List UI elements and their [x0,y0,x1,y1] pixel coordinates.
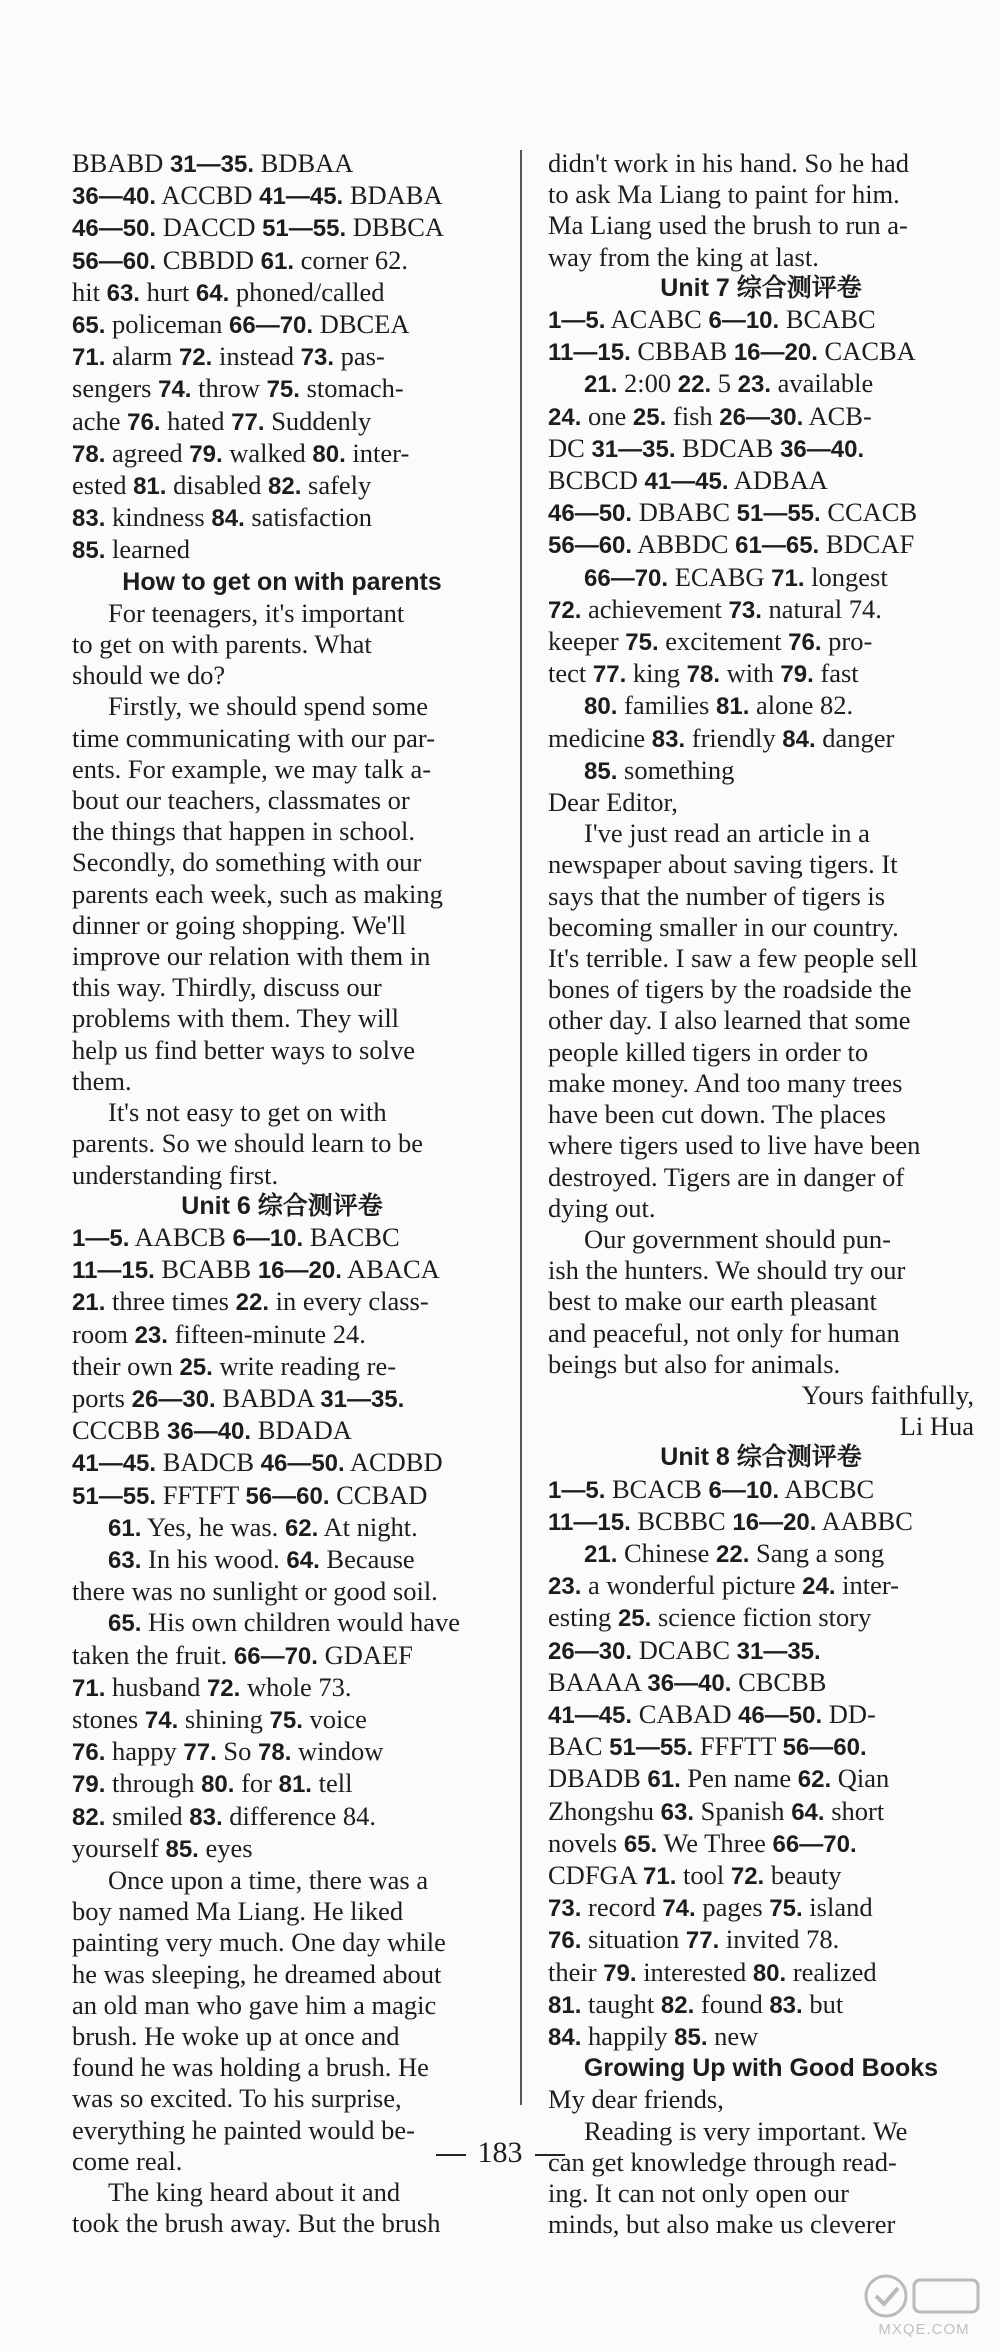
section-heading: Unit 6 综合测评卷 [181,1191,383,1220]
text-line: taken the fruit. 66—70. GDAEF [72,1639,413,1670]
text-line: 21. three times 22. in every class- [72,1286,429,1317]
text-line: hit 63. hurt 64. phoned/called [72,276,385,307]
text-line: Reading is very important. We [584,2115,908,2146]
text-line: found he was holding a brush. He [72,2052,429,2083]
text-line: 65. policeman 66—70. DBCEA [72,309,410,340]
text-line: 78. agreed 79. walked 80. inter- [72,437,410,468]
column-divider [520,150,522,2105]
text-line: DBADB 61. Pen name 62. Qian [548,1763,890,1794]
text-line: Ma Liang used the brush to run a- [548,210,908,241]
text-line: 61. Yes, he was. 62. At night. [108,1511,418,1542]
text-line: 76. happy 77. So 78. window [72,1736,384,1767]
left-column [72,148,492,2239]
text-line: It's not easy to get on with [108,1097,387,1128]
text-line: My dear friends, [548,2084,724,2115]
text-line: the things that happen in school. [72,816,415,847]
text-line: this way. Thirdly, discuss our [72,972,382,1003]
text-line: Dear Editor, [548,787,678,818]
watermark-text: MXQE.COM [878,2321,970,2338]
text-line: BAAAA 36—40. CBCBB [548,1666,827,1697]
text-line: he was sleeping, he dreamed about [72,1958,442,1989]
text-line: have been cut down. The places [548,1099,886,1130]
text-line: DC 31—35. BDCAB 36—40. [548,432,865,463]
text-line: 46—50. DBABC 51—55. CCACB [548,497,918,528]
text-line: 72. achievement 73. natural 74. [548,593,882,624]
text-line: Yours faithfully, [801,1379,974,1410]
text-line: 11—15. BCABB 16—20. ABACA [72,1254,440,1285]
text-line: ents. For example, we may talk a- [72,753,432,784]
text-line: come real. [72,2145,183,2176]
text-line: keeper 75. excitement 76. pro- [548,626,873,657]
text-line: CCCBB 36—40. BDADA [72,1415,352,1446]
text-line: beings but also for animals. [548,1348,841,1379]
text-line: ested 81. disabled 82. safely [72,470,372,501]
text-line: 81. taught 82. found 83. but [548,1988,844,2019]
text-line: 80. families 81. alone 82. [584,690,854,721]
text-line: and peaceful, not only for human [548,1317,900,1348]
text-line: destroyed. Tigers are in danger of [548,1161,905,1192]
text-line: 73. record 74. pages 75. island [548,1892,873,1923]
text-line: I've just read an article in a [584,818,870,849]
text-line: didn't work in his hand. So he had [548,148,910,178]
text-line: minds, but also make us cleverer [548,2209,896,2240]
text-line: bout our teachers, classmates or [72,785,410,816]
text-line: their 79. interested 80. realized [548,1956,877,1987]
text-line: BBABD 31—35. BDBAA [72,148,354,178]
footer-dash-left [436,2154,466,2156]
text-line: 82. smiled 83. difference 84. [72,1800,376,1831]
text-line: Our government should pun- [584,1223,891,1254]
text-line: ish the hunters. We should try our [548,1255,906,1286]
text-line: dinner or going shopping. We'll [72,909,407,940]
text-line: can get knowledge through read- [548,2146,897,2177]
text-line: yourself 85. eyes [72,1832,253,1863]
text-line: 65. His own children would have [108,1607,461,1638]
text-line: 85. something [584,754,735,785]
text-line: took the brush away. But the brush [72,2208,441,2239]
text-line: room 23. fifteen-minute 24. [72,1318,366,1349]
text-line: CDFGA 71. tool 72. beauty [548,1859,842,1890]
text-line: The king heard about it and [108,2177,401,2207]
text-line: 21. 2:00 22. 5 23. available [584,368,874,399]
section-heading: Growing Up with Good Books [583,2054,939,2083]
text-line: stones 74. shining 75. voice [72,1703,367,1734]
text-line: 56—60. ABBDC 61—65. BDCAF [548,529,915,560]
footer-dash-right [535,2154,565,2156]
text-line: parents each week, such as making [72,878,443,909]
text-line: Li Hua [899,1411,974,1442]
text-line: For teenagers, it's important [108,597,405,628]
text-line: where tigers used to live have been [548,1130,921,1161]
page-number-footer [0,2136,1000,2170]
text-line: painting very much. One day while [72,1927,446,1958]
text-line: there was no sunlight or good soil. [72,1576,438,1607]
text-line: ing. It can not only open our [548,2178,850,2208]
text-line: 83. kindness 84. satisfaction [72,502,373,533]
right-column [548,148,974,2240]
text-line: novels 65. We Three 66—70. [548,1827,857,1858]
text-line: 41—45. CABAD 46—50. DD- [548,1698,876,1729]
text-line: BCBCD 41—45. ADBAA [548,465,828,496]
text-line: medicine 83. friendly 84. danger [548,722,895,753]
text-line: 26—30. DCABC 31—35. [548,1634,821,1665]
text-line: bones of tigers by the roadside the [548,974,912,1005]
text-line: other day. I also learned that some [548,1005,911,1036]
text-line: everything he painted would be- [72,2114,415,2145]
text-line: dying out. [548,1192,656,1223]
text-line: ports 26—30. BABDA 31—35. [72,1382,405,1413]
text-line: 51—55. FFTFT 56—60. CCBAD [72,1479,428,1510]
text-line: parents. So we should learn to be [72,1128,424,1159]
text-line: BAC 51—55. FFFTT 56—60. [548,1731,867,1762]
section-heading: How to get on with parents [122,567,442,596]
text-line: to get on with parents. What [72,629,372,660]
text-line: was so excited. To his surprise, [72,2083,402,2114]
text-line: 36—40. ACCBD 41—45. BDABA [72,180,443,211]
watermark-icon [862,2272,986,2320]
text-line: their own 25. write reading re- [72,1350,397,1381]
text-line: boy named Ma Liang. He liked [72,1896,404,1927]
text-line: problems with them. They will [72,1003,400,1034]
text-line: 63. In his wood. 64. Because [108,1543,415,1574]
text-line: 23. a wonderful picture 24. inter- [548,1570,899,1601]
text-line: help us find better ways to solve [72,1034,415,1065]
text-line: 46—50. DACCD 51—55. DBBCA [72,212,445,243]
text-line: 11—15. CBBAB 16—20. CACBA [548,336,916,367]
text-line: improve our relation with them in [72,941,431,972]
text-line: becoming smaller in our country. [548,911,899,942]
text-line: understanding first. [72,1159,279,1190]
text-line: Firstly, we should spend some [108,691,428,722]
text-line: ache 76. hated 77. Suddenly [72,405,372,436]
section-heading: Unit 8 综合测评卷 [660,1443,862,1472]
page-number: 183 [477,2136,523,2169]
text-line: brush. He woke up at once and [72,2020,400,2051]
text-line: esting 25. science fiction story [548,1602,872,1633]
text-line: 56—60. CBBDD 61. corner 62. [72,244,409,275]
text-line: sengers 74. throw 75. stomach- [72,373,404,404]
text-line: 1—5. BCACB 6—10. ABCBC [548,1473,875,1504]
text-line: should we do? [72,660,226,691]
text-line: 79. through 80. for 81. tell [72,1768,353,1799]
text-line: 84. happily 85. new [548,2020,759,2051]
text-line: 11—15. BCBBC 16—20. AABBC [548,1505,913,1536]
text-line: people killed tigers in order to [548,1036,869,1067]
text-line: best to make our earth pleasant [548,1286,877,1317]
text-line: 71. husband 72. whole 73. [72,1671,352,1702]
text-line: tect 77. king 78. with 79. fast [548,658,859,689]
text-line: to ask Ma Liang to paint for him. [548,179,900,210]
section-heading: Unit 7 综合测评卷 [660,273,862,302]
text-line: 24. one 25. fish 26—30. ACB- [548,400,872,431]
text-line: 21. Chinese 22. Sang a song [584,1537,885,1568]
text-line: 1—5. AABCB 6—10. BACBC [72,1221,400,1252]
text-line: way from the king at last. [548,241,819,272]
text-line: 71. alarm 72. instead 73. pas- [72,341,385,372]
text-line: newspaper about saving tigers. It [548,849,898,880]
text-line: Secondly, do something with our [72,847,422,878]
text-line: says that the number of tigers is [548,880,886,911]
text-line: 76. situation 77. invited 78. [548,1924,840,1955]
text-line: 41—45. BADCB 46—50. ACDBD [72,1447,443,1478]
text-line: Once upon a time, there was a [108,1864,429,1895]
text-line: 85. learned [72,534,190,565]
text-line: 1—5. ACABC 6—10. BCABC [548,304,876,335]
text-line: them. [72,1065,132,1096]
text-line: 66—70. ECABG 71. longest [584,561,888,592]
watermark-logo [862,2272,986,2342]
text-line: It's terrible. I saw a few people sell [548,943,918,974]
text-line: time communicating with our par- [72,722,436,753]
text-line: make money. And too many trees [548,1067,903,1098]
text-line: Zhongshu 63. Spanish 64. short [548,1795,885,1826]
text-line: an old man who gave him a magic [72,1989,437,2020]
